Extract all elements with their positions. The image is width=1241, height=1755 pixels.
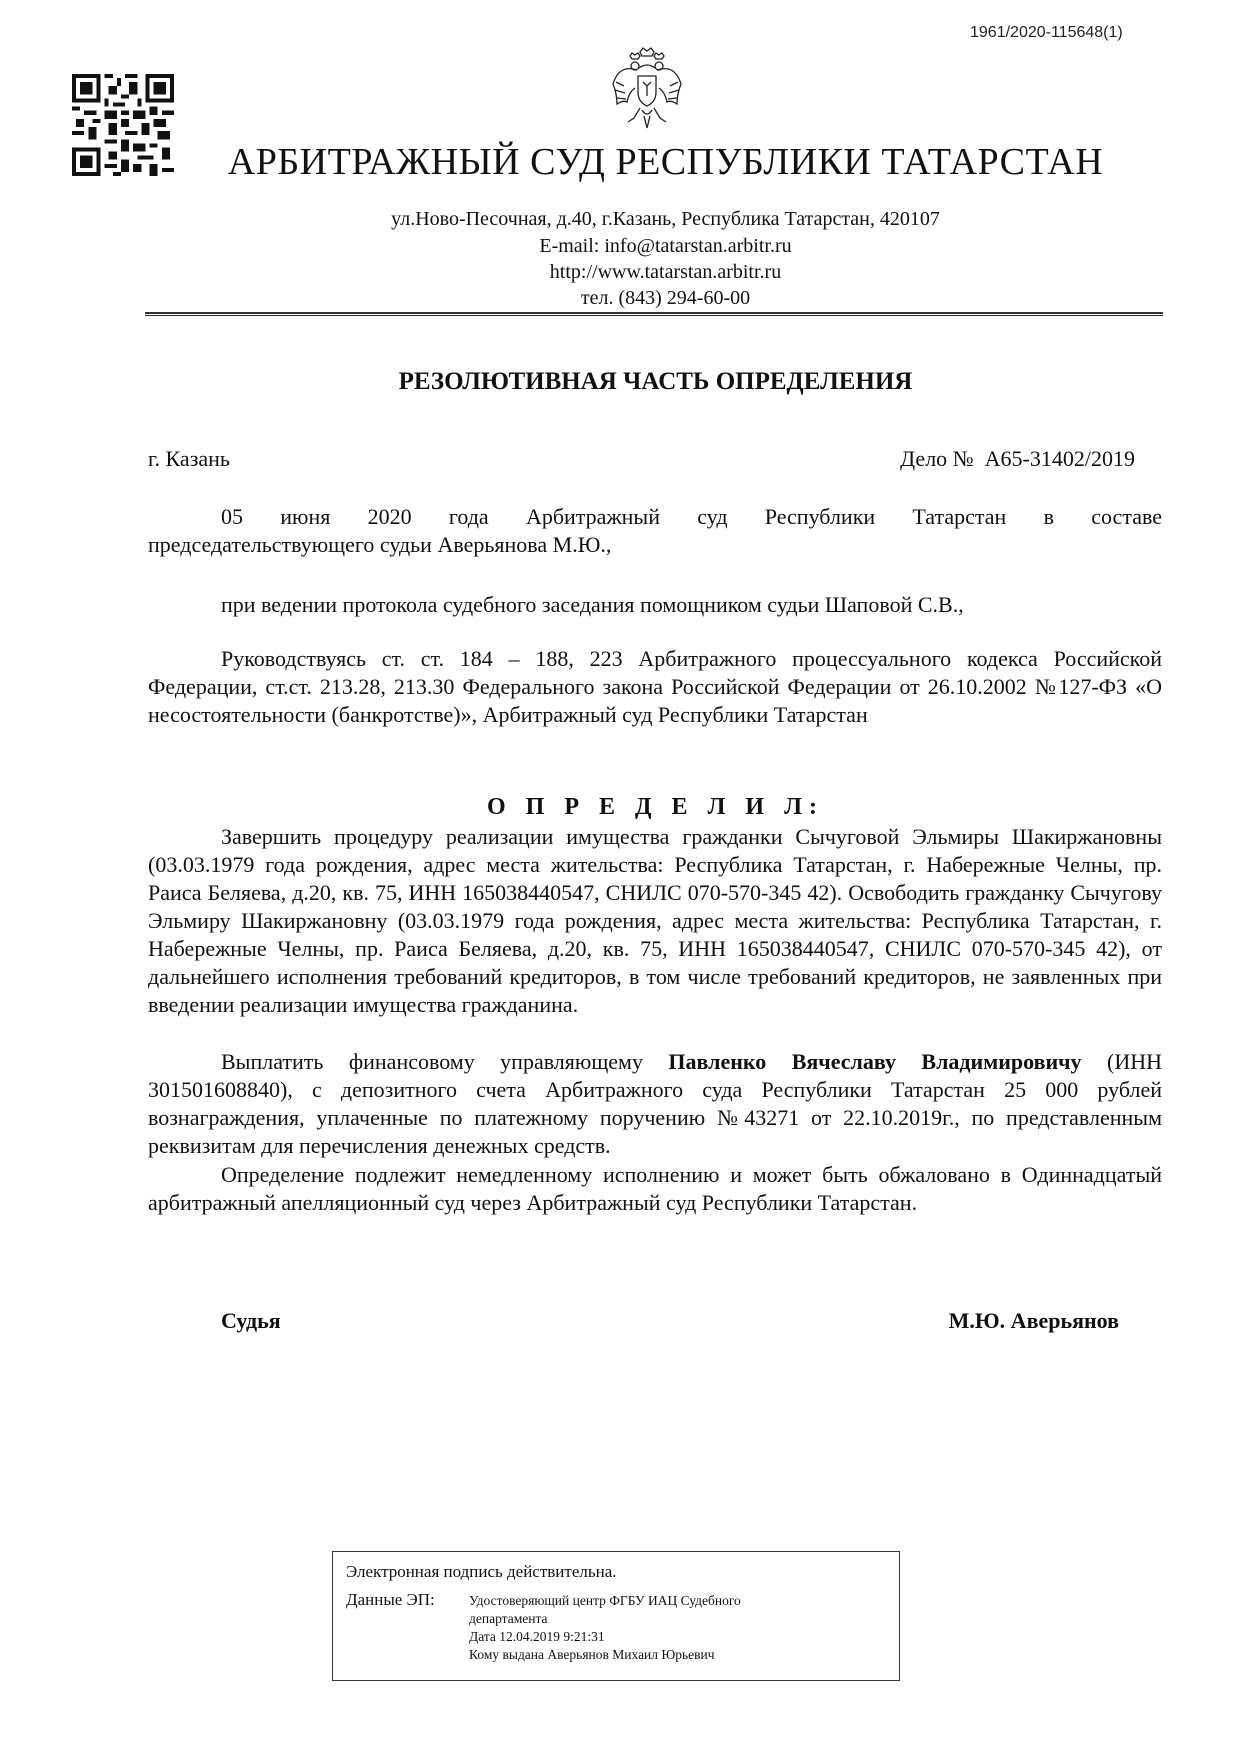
decision-paragraph-1: Завершить процедуру реализации имущества гражданки Сычуговой Эльмиры Шакиржановны (03.03.1979 года рождения, адрес места жительства: Республика Татарстан, г. Набережные Челны, пр. Раиса Беляева, д.20, кв. 75, ИНН 165038440547, СНИЛС 070-570-345 42). Освободить гражданку Сычугову Эльмиру Шакиржановну (03.03.1979 года рождения, адрес места жительства: Республика Татарстан, г. Набережные Челны, пр. Раиса Беляева, д.20, кв. 75, ИНН 165038440547, СНИЛС 070-570-345 42), от дальнейшего исполнения требований кредиторов, в том числе требований кредиторов, не заявленных при введении реализации имущества гражданина. bbox=[148, 824, 1162, 1017]
guided-paragraph: Руководствуясь ст. ст. 184 – 188, 223 Арбитражного процессуального кодекса Российской Федерации, ст.ст. 213.28, 213.30 Федерального закона Российской Федерации от 26.10.2002 №127-ФЗ «О несостоятельности (банкротстве)», Арбитражный суд Республики Татарстан bbox=[148, 646, 1162, 727]
protocol-paragraph: при ведении протокола судебного заседания помощником судьи Шаповой С.В., bbox=[221, 592, 964, 617]
decision-paragraph-2 bbox=[148, 1048, 1162, 1160]
intro-paragraph bbox=[148, 503, 1162, 559]
e-signature-center-line-2: департамента bbox=[469, 1611, 548, 1626]
coat-of-arms-icon bbox=[610, 46, 684, 132]
e-signature-date: Дата 12.04.2019 9:21:31 bbox=[469, 1629, 605, 1644]
court-phone: тел. (843) 294-60-00 bbox=[580, 287, 751, 309]
intro-line-2: председательствующего судьи Аверьянова М.Ю., bbox=[148, 532, 612, 557]
signature-role: Судья bbox=[221, 1308, 281, 1333]
court-name: АРБИТРАЖНЫЙ СУД РЕСПУБЛИКИ ТАТАРСТАН bbox=[227, 141, 1104, 183]
signature-name: М.Ю. Аверьянов bbox=[948, 1308, 1119, 1333]
e-signature-box bbox=[332, 1551, 900, 1681]
e-signature-valid: Электронная подпись действительна. bbox=[346, 1562, 617, 1581]
manager-name: Павленко Вячеславу Владимировичу bbox=[668, 1049, 1082, 1074]
header-divider bbox=[145, 312, 1163, 316]
e-signature-issued-to: Кому выдана Аверьянов Михаил Юрьевич bbox=[469, 1647, 715, 1662]
court-email: E-mail: info@tatarstan.arbitr.ru bbox=[539, 235, 792, 257]
city: г. Казань bbox=[148, 446, 230, 471]
e-signature-data-label: Данные ЭП: bbox=[346, 1590, 435, 1609]
court-website: http://www.tatarstan.arbitr.ru bbox=[549, 261, 782, 283]
decision-paragraph-3: Определение подлежит немедленному исполнению и может быть обжаловано в Одиннадцатый арбитражный апелляционный суд через Арбитражный суд Республики Татарстан. bbox=[148, 1162, 1162, 1215]
e-signature-details bbox=[469, 1592, 741, 1664]
court-address: ул.Ново-Песочная, д.40, г.Казань, Республика Татарстан, 420107 bbox=[391, 208, 940, 230]
document-title: РЕЗОЛЮТИВНАЯ ЧАСТЬ ОПРЕДЕЛЕНИЯ bbox=[398, 368, 913, 395]
e-signature-center-line-1: Удостоверяющий центр ФГБУ ИАЦ Судебного bbox=[469, 1593, 741, 1608]
document-number: 1961/2020-115648(1) bbox=[970, 24, 1123, 41]
decision-2-text-before: Выплатить финансовому управляющему bbox=[221, 1049, 669, 1074]
case-number: Дело № А65-31402/2019 bbox=[900, 446, 1135, 471]
decision-2-text-after: (ИНН 301501608840), с депозитного счета Арбитражного суда Республики Татарстан 25 000 рублей вознаграждения, уплаченные по платежному поручению №43271 от 22.10.2019г., по представленным реквизитам для перечисления денежных средств. bbox=[148, 1049, 1162, 1158]
decided-heading: О П Р Е Д Е Л И Л: bbox=[487, 794, 824, 820]
intro-line-1: 05 июня 2020 года Арбитражный суд Республики Татарстан в составе bbox=[221, 504, 1162, 529]
